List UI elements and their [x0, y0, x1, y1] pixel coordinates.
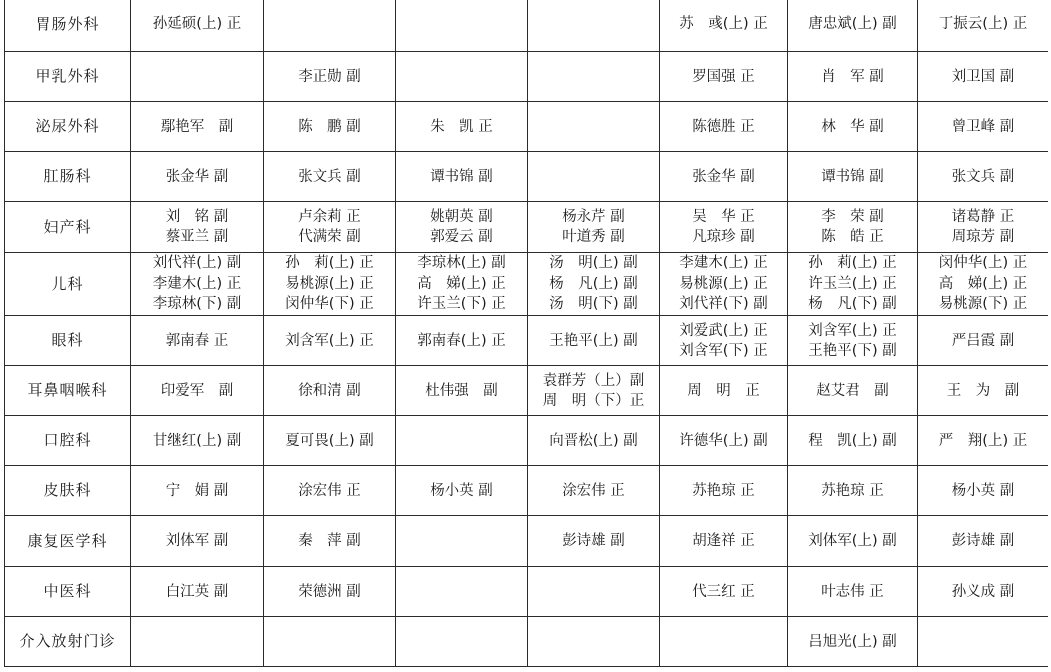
- doctor-entry: 易桃源(上) 正: [285, 275, 374, 292]
- doctor-entry: 蔡亚兰 副: [165, 229, 229, 245]
- doctor-entry: 刘 铭 副: [165, 209, 229, 225]
- doctor-cell: [660, 416, 788, 466]
- doctor-cell: [788, 0, 918, 52]
- doctor-entry: 秦 萍 副: [298, 533, 361, 549]
- doctor-cell: [264, 466, 396, 516]
- doctor-cell: [660, 102, 788, 152]
- doctor-cell: [396, 0, 528, 52]
- doctor-cell: [788, 416, 918, 466]
- doctor-entry: 白江英 副: [165, 583, 229, 600]
- doctor-entry: 胡逢祥 正: [692, 533, 755, 549]
- doctor-cell: [528, 102, 660, 152]
- table-row: [5, 152, 1049, 202]
- doctor-entry: 杨小英 副: [430, 482, 493, 499]
- doctor-cell: [660, 516, 788, 567]
- doctor-cell: [788, 366, 918, 416]
- doctor-cell: [131, 567, 264, 617]
- doctor-entry: 苏艳琼 正: [692, 482, 755, 499]
- doctor-cell: [660, 253, 788, 316]
- doctor-entry: 易桃源(上) 正: [679, 275, 768, 292]
- doctor-entry: 张文兵 副: [951, 168, 1015, 185]
- doctor-entry: 姚朝英 副: [430, 209, 493, 225]
- department-cell: 口腔科: [5, 416, 131, 466]
- doctor-cell: [660, 202, 788, 253]
- doctor-entry: 卢余莉 正: [298, 209, 361, 225]
- doctor-entry: 朱 凯 正: [430, 118, 493, 135]
- department-cell: 中医科: [5, 567, 131, 617]
- doctor-cell: [788, 202, 918, 253]
- table-row: [5, 316, 1049, 366]
- doctor-entry: 诸葛静 正: [951, 209, 1015, 225]
- doctor-cell: [396, 316, 528, 366]
- doctor-cell: [131, 617, 264, 667]
- doctor-entry: 林 华 副: [821, 118, 884, 135]
- doctor-cell: [396, 253, 528, 316]
- doctor-entry: 袁群芳（上）副: [542, 372, 645, 389]
- doctor-entry: 陈 鹏 副: [298, 118, 361, 135]
- doctor-entry: 张文兵 副: [298, 168, 361, 185]
- doctor-entry: 涂宏伟 正: [562, 482, 625, 499]
- doctor-cell: [396, 52, 528, 102]
- doctor-entry: 周 明 正: [687, 382, 760, 399]
- doctor-cell: [660, 466, 788, 516]
- doctor-entry: 叶道秀 副: [562, 229, 625, 245]
- doctor-cell: [788, 516, 918, 567]
- doctor-cell: [918, 202, 1049, 253]
- doctor-cell: [788, 567, 918, 617]
- doctor-cell: [918, 152, 1049, 202]
- doctor-cell: [918, 316, 1049, 366]
- doctor-entry: 孙义成 副: [951, 583, 1015, 600]
- doctor-entry: 彭诗雄 副: [951, 533, 1015, 549]
- doctor-cell: [131, 0, 264, 52]
- doctor-entry: 罗国强 正: [692, 68, 755, 85]
- doctor-entry: 杨 凡(下) 副: [808, 296, 897, 313]
- schedule-sheet: [4, 0, 1048, 672]
- doctor-entry: 吕旭光(上) 副: [808, 633, 897, 650]
- doctor-entry: 甘继红(上) 副: [152, 432, 242, 449]
- doctor-entry: 汤 明(下) 副: [549, 296, 638, 313]
- doctor-cell: [528, 52, 660, 102]
- department-cell: 皮肤科: [5, 466, 131, 516]
- doctor-cell: [528, 617, 660, 667]
- doctor-entry: 许玉兰(上) 正: [808, 275, 897, 292]
- doctor-cell: [528, 416, 660, 466]
- doctor-entry: 李琼林(下) 副: [152, 296, 242, 313]
- doctor-entry: 肖 军 副: [821, 68, 884, 85]
- doctor-entry: 叶志伟 正: [821, 583, 884, 600]
- department-cell: 胃肠外科: [5, 0, 131, 52]
- doctor-entry: 杨小英 副: [951, 482, 1015, 499]
- doctor-cell: [918, 0, 1049, 52]
- doctor-cell: [528, 202, 660, 253]
- doctor-cell: [264, 567, 396, 617]
- table-row: [5, 617, 1049, 667]
- doctor-cell: [264, 202, 396, 253]
- doctor-cell: [918, 102, 1049, 152]
- doctor-entry: 王艳平(上) 副: [549, 332, 638, 349]
- doctor-entry: 刘含军(上) 正: [808, 322, 897, 339]
- doctor-entry: 郭爱云 副: [430, 229, 493, 245]
- doctor-cell: [131, 416, 264, 466]
- doctor-entry: 李 荣 副: [821, 209, 884, 225]
- doctor-entry: 高 娣(上) 正: [417, 275, 506, 292]
- department-cell: 儿科: [5, 253, 131, 316]
- doctor-entry: 易桃源(下) 正: [938, 296, 1028, 313]
- department-cell: 泌尿外科: [5, 102, 131, 152]
- doctor-cell: [660, 0, 788, 52]
- doctor-entry: 曾卫峰 副: [951, 118, 1015, 135]
- doctor-entry: 周琼芳 副: [951, 229, 1015, 245]
- department-cell: 肛肠科: [5, 152, 131, 202]
- doctor-entry: 周 明（下）正: [542, 392, 645, 409]
- doctor-entry: 刘爱武(上) 正: [679, 322, 768, 339]
- doctor-cell: [788, 253, 918, 316]
- doctor-entry: 凡琼珍 副: [692, 229, 755, 245]
- doctor-cell: [396, 516, 528, 567]
- doctor-cell: [660, 567, 788, 617]
- doctor-entry: 唐忠斌(上) 副: [808, 16, 897, 32]
- doctor-cell: [264, 316, 396, 366]
- doctor-cell: [918, 617, 1049, 667]
- doctor-entry: 孙延硕(上) 正: [152, 16, 242, 32]
- table-row: [5, 202, 1049, 253]
- doctor-entry: 吴 华 正: [692, 209, 755, 225]
- doctor-cell: [264, 366, 396, 416]
- doctor-entry: 谭书锦 副: [821, 168, 884, 185]
- doctor-entry: 丁振云(上) 正: [938, 16, 1028, 32]
- doctor-cell: [788, 52, 918, 102]
- doctor-cell: [264, 52, 396, 102]
- doctor-cell: [131, 102, 264, 152]
- doctor-entry: 刘体军(上) 副: [808, 533, 897, 549]
- clinic-schedule-table: [4, 0, 1048, 667]
- doctor-cell: [264, 0, 396, 52]
- doctor-cell: [918, 253, 1049, 316]
- doctor-entry: 严吕霞 副: [951, 332, 1015, 349]
- doctor-entry: 张金华 副: [165, 168, 229, 185]
- doctor-cell: [396, 567, 528, 617]
- doctor-cell: [264, 416, 396, 466]
- doctor-entry: 刘含军(上) 正: [285, 332, 374, 349]
- doctor-cell: [788, 316, 918, 366]
- doctor-cell: [131, 316, 264, 366]
- table-row: [5, 102, 1049, 152]
- doctor-cell: [264, 516, 396, 567]
- doctor-entry: 闵仲华(下) 正: [285, 296, 374, 313]
- doctor-entry: 代三红 正: [692, 583, 755, 600]
- doctor-entry: 向晋松(上) 副: [549, 432, 638, 449]
- department-cell: 介入放射门诊: [5, 617, 131, 667]
- table-row: [5, 416, 1049, 466]
- table-row: [5, 567, 1049, 617]
- doctor-cell: [396, 202, 528, 253]
- doctor-cell: [396, 466, 528, 516]
- schedule-body: [5, 0, 1049, 667]
- doctor-cell: [918, 516, 1049, 567]
- doctor-cell: [660, 316, 788, 366]
- department-cell: 甲乳外科: [5, 52, 131, 102]
- doctor-cell: [788, 102, 918, 152]
- doctor-cell: [131, 466, 264, 516]
- doctor-entry: 闵仲华(上) 正: [938, 255, 1028, 272]
- table-row: [5, 466, 1049, 516]
- doctor-entry: 高 娣(上) 正: [938, 275, 1028, 292]
- doctor-entry: 彭诗雄 副: [562, 533, 625, 549]
- doctor-entry: 郭南春 正: [165, 332, 229, 349]
- doctor-cell: [131, 52, 264, 102]
- doctor-entry: 孙 莉(上) 正: [285, 255, 374, 272]
- doctor-entry: 刘代祥(上) 副: [152, 255, 242, 272]
- doctor-cell: [264, 152, 396, 202]
- doctor-entry: 王 为 副: [946, 382, 1020, 399]
- doctor-entry: 汤 明(上) 副: [549, 255, 638, 272]
- doctor-cell: [528, 0, 660, 52]
- doctor-cell: [660, 366, 788, 416]
- doctor-entry: 李建木(上) 正: [152, 275, 242, 292]
- doctor-cell: [264, 617, 396, 667]
- doctor-entry: 苏艳琼 正: [821, 482, 884, 499]
- table-row: [5, 0, 1049, 52]
- doctor-cell: [131, 366, 264, 416]
- table-row: [5, 516, 1049, 567]
- doctor-cell: [396, 416, 528, 466]
- doctor-entry: 许玉兰(下) 正: [417, 296, 506, 313]
- doctor-entry: 李建木(上) 正: [679, 255, 768, 272]
- doctor-cell: [396, 152, 528, 202]
- doctor-cell: [396, 102, 528, 152]
- doctor-cell: [660, 52, 788, 102]
- department-cell: 康复医学科: [5, 516, 131, 567]
- doctor-entry: 涂宏伟 正: [298, 482, 361, 499]
- doctor-entry: 荣德洲 副: [298, 583, 361, 600]
- doctor-entry: 谭书锦 副: [430, 168, 493, 185]
- doctor-entry: 陈德胜 正: [692, 118, 755, 135]
- doctor-entry: 孙 莉(上) 正: [808, 255, 897, 272]
- doctor-cell: [660, 617, 788, 667]
- doctor-entry: 杜伟强 副: [425, 382, 498, 399]
- doctor-entry: 陈 皓 正: [821, 229, 884, 245]
- doctor-entry: 刘卫国 副: [951, 68, 1015, 85]
- doctor-entry: 赵艾君 副: [816, 382, 889, 399]
- table-row: [5, 52, 1049, 102]
- department-cell: 眼科: [5, 316, 131, 366]
- doctor-cell: [131, 253, 264, 316]
- doctor-cell: [528, 316, 660, 366]
- table-row: [5, 366, 1049, 416]
- doctor-cell: [264, 102, 396, 152]
- doctor-cell: [131, 516, 264, 567]
- doctor-entry: 郭南春(上) 正: [417, 332, 506, 349]
- doctor-entry: 严 翔(上) 正: [938, 432, 1028, 449]
- doctor-entry: 李正勋 副: [298, 68, 361, 85]
- doctor-cell: [788, 466, 918, 516]
- doctor-cell: [528, 253, 660, 316]
- doctor-cell: [131, 152, 264, 202]
- doctor-entry: 杨 凡(上) 副: [549, 275, 638, 292]
- doctor-cell: [396, 366, 528, 416]
- doctor-cell: [528, 366, 660, 416]
- doctor-cell: [131, 202, 264, 253]
- doctor-entry: 王艳平(下) 副: [808, 342, 897, 359]
- doctor-entry: 宁 娟 副: [165, 482, 229, 499]
- doctor-entry: 鄢艳军 副: [160, 118, 234, 135]
- doctor-cell: [918, 466, 1049, 516]
- doctor-cell: [528, 567, 660, 617]
- doctor-cell: [918, 567, 1049, 617]
- doctor-entry: 徐和清 副: [298, 382, 361, 399]
- doctor-cell: [788, 617, 918, 667]
- doctor-cell: [264, 253, 396, 316]
- doctor-cell: [918, 52, 1049, 102]
- department-cell: 耳鼻咽喉科: [5, 366, 131, 416]
- doctor-cell: [528, 516, 660, 567]
- doctor-cell: [788, 152, 918, 202]
- doctor-cell: [396, 617, 528, 667]
- doctor-entry: 刘体军 副: [165, 533, 229, 549]
- doctor-entry: 程 凯(上) 副: [808, 432, 897, 449]
- doctor-cell: [660, 152, 788, 202]
- doctor-cell: [528, 466, 660, 516]
- doctor-entry: 许德华(上) 副: [679, 432, 768, 449]
- doctor-entry: 刘含军(下) 正: [679, 342, 768, 359]
- doctor-entry: 夏可畏(上) 副: [285, 432, 374, 449]
- table-row: [5, 253, 1049, 316]
- doctor-entry: 李琼林(上) 副: [417, 255, 506, 272]
- department-cell: 妇产科: [5, 202, 131, 253]
- doctor-cell: [918, 416, 1049, 466]
- doctor-entry: 印爱军 副: [160, 382, 234, 399]
- doctor-cell: [528, 152, 660, 202]
- doctor-entry: 张金华 副: [692, 168, 755, 185]
- doctor-entry: 代满荣 副: [298, 229, 361, 245]
- doctor-entry: 刘代祥(下) 副: [679, 296, 768, 313]
- doctor-entry: 杨永芹 副: [562, 209, 625, 225]
- doctor-cell: [918, 366, 1049, 416]
- doctor-entry: 苏 彧(上) 正: [679, 16, 768, 32]
